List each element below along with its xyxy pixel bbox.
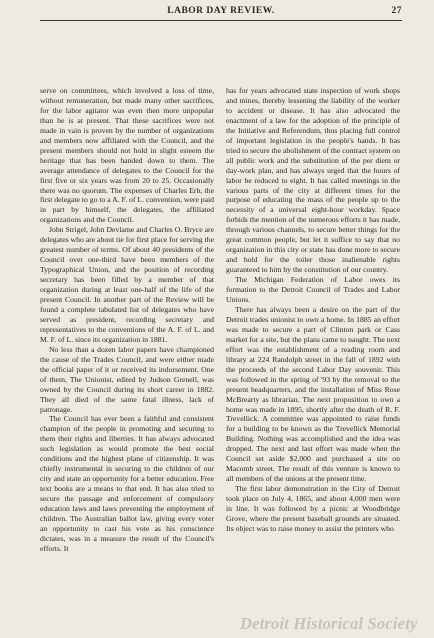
header-rule: [40, 20, 402, 21]
page-number: 27: [391, 6, 402, 16]
paragraph: No less than a dozen labor papers have championed the cause of the Trades Council, and were either made the official paper of it or received its indorsement. One of them, The Unionist, edited by Judson Grenell, was owned by the Council during its short career in 1882. They all died of the same fatal illness, lack of patronage.: [40, 344, 214, 414]
paragraph: There has always been a desire on the part of the Detroit trades unionist to own a home. In 1885 an effort was made to secure a part of Clinton park or Cass market for a site, but the plans came to naught. The next effort was the establishment of a reading room and library at 224 Randolph street in the fall of 1892 with the proceeds of the second Labor Day souvenir. This was followed in the spring of '93 by the removal to the present headquarters, and the installation of Miss Rose McBrearty as librarian. The next proposition to own a home was made in 1895, shortly after the death of R. F. Trevellick. A committee was appointed to raise funds for a building to be known as the Trevellick Memorial Building. Nothing was accomplished and the idea was dropped. The next and last effort was made when the Council set aside $2,000 and purchased a site on Macomb street. The result of this venture is known to all members of the unions at the present time.: [226, 304, 400, 484]
running-header: [40, 6, 402, 20]
paragraph: The Michigan Federation of Labor owes its formation to the Detroit Council of Trades and Labor Unions.: [226, 275, 400, 305]
right-column: [226, 86, 400, 534]
paragraph: John Strigel, John Devlame and Charles O. Bryce are delegates who are about tie for first place for serving the greatest number of terms. Of about 40 presidents of the Council over one-third have been members of the Typographical Union, and the position of recording secretary has been filled by a member of that organization during at least one-half of the life of the present Council. In another part of the Review will be found a complete tabulated list of delegates who have served as president, recording secretary and representatives to the conventions of the A. F. of L. and M. F. of L. since its organization in 1881.: [40, 225, 214, 344]
paragraph: The Council has ever been a faithful and consistent champion of the people in promoting and securing to them their rights and liberties. It has always advocated such legislation as would promote the best social conditions and the highest plane of citizenship. It was chiefly instrumental in securing to the children of our city and state an opportunity for a better education. Free text books are a means to that end. It has also tried to secure the passage and enforcement of compulsory education laws and laws preventing the employment of children. The Australian ballot law, giving every voter an opportunity to cast his vote as his conscience dictates, was in a measure the result of the Council's efforts. It: [40, 414, 214, 553]
watermark: Detroit Historical Society: [240, 614, 418, 633]
left-column: [40, 86, 214, 554]
paragraph: The first labor demonstration in the City of Detroit took place on July 4, 1865, and about 4,000 men were in line. It was followed by a picnic at Woodbridge Grove, where the present baseball grounds are situated. Its object was to raise money to assist the printers who: [226, 484, 400, 533]
paragraph: has for years advocated state inspection of work shops and mines, thereby lessening the liability of the worker to accident or disease. It has also advocated the enactment of a law for the adoption of the principle of the Initiative and Referendum, thus placing full control of important legislation in the people's hands. It has tried to secure the abolishment of the contract system on all public work and the substitution of the per diem or day-work plan, and has always urged that the hours of labor be reduced to eight. It has called meetings in the various parts of the city at different times for the purpose of educating the mass of the people up to the necessity of a universal eight-hour workday. Space forbids the mention of the numerous efforts it has made, through various channels, to secure better things for the great common people, but let it suffice to say that no organization in this city or state has done more to secure and hold for the toiler those inalienable rights guaranteed to him by the constitution of our country.: [226, 86, 400, 275]
header-title: LABOR DAY REVIEW.: [167, 6, 275, 16]
paragraph: serve on committees, which involved a loss of time, without remuneration, but made many other sacrifices, for the labor agitator was even then more unpopular than he is at present. That these sacrifices were not made in vain is proven by the number of organizations and members now affiliated with the Council, and the present members should not hold in slight esteem the heritage that has been handed down to them. The average attendance of delegates to the Council for the first five or six years was from 20 to 25. Occasionally there was no quorum. The expenses of Charles Erb, the first delegate to go to a A. F. of L. convention, were paid in part by himself, the delegates, the affiliated organizations and the Council.: [40, 86, 215, 225]
